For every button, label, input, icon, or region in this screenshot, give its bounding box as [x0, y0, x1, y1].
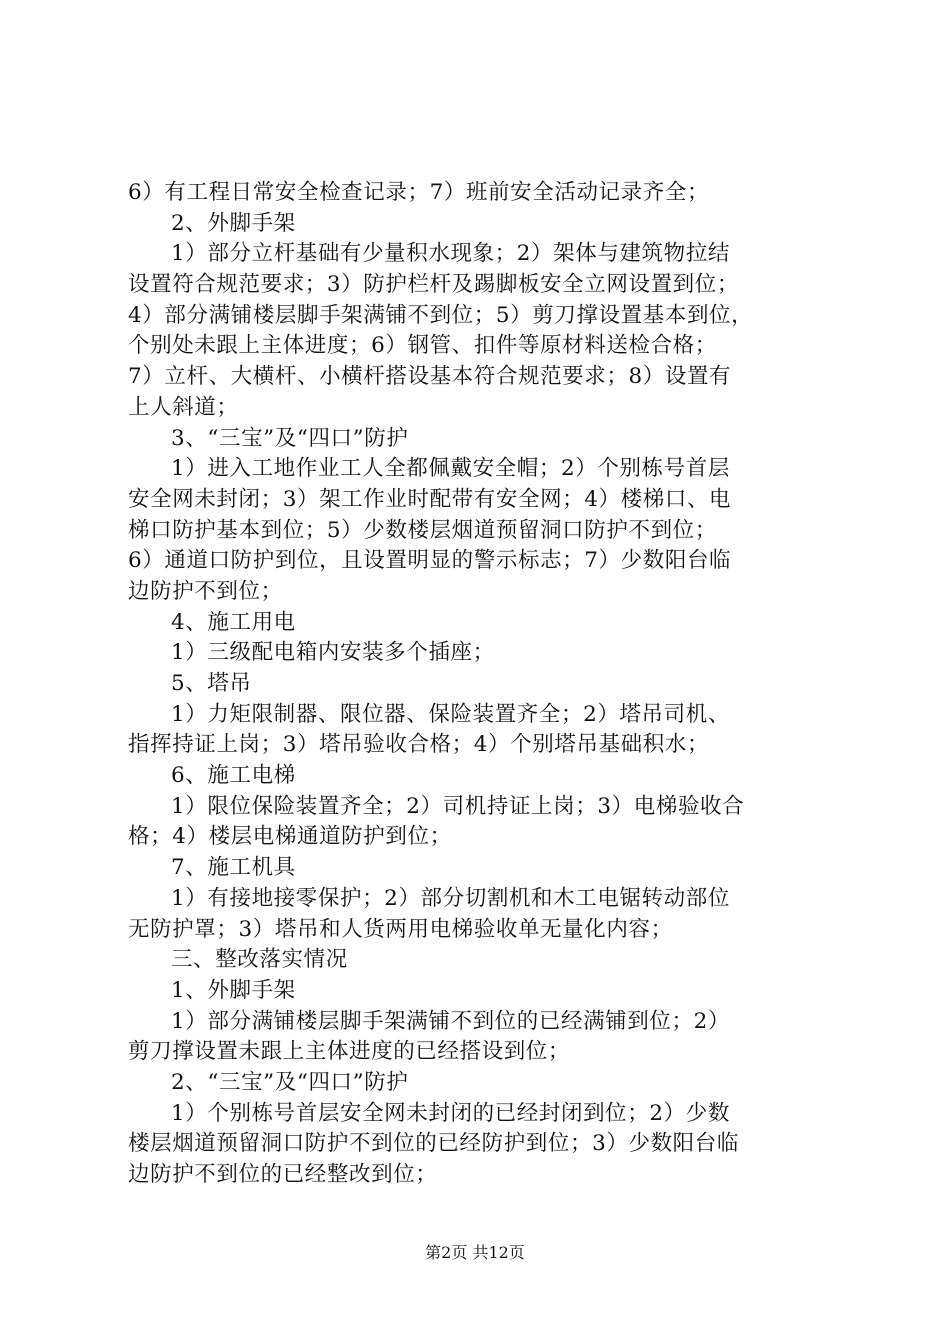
page-footer: 第2页 共12页 — [425, 1243, 525, 1262]
text-line: 个别处未跟上主体进度；6）钢管、扣件等原材料送检合格； — [128, 333, 717, 359]
text-line: 3、“三宝”及“四口”防护 — [171, 425, 409, 451]
text-line: 1）进入工地作业工人全都佩戴安全帽；2）个别栋号首层 — [171, 456, 730, 482]
text-line: 设置符合规范要求；3）防护栏杆及踢脚板安全立网设置到位； — [128, 272, 739, 298]
text-line: 指挥持证上岗；3）塔吊验收合格；4）个别塔吊基础积水； — [128, 732, 710, 758]
text-line: 6）通道口防护到位，且设置明显的警示标志；7）少数阳台临 — [128, 548, 732, 574]
text-line: 1）限位保险装置齐全；2）司机持证上岗；3）电梯验收合 — [171, 793, 745, 819]
text-line: 1）三级配电箱内安装多个插座； — [171, 640, 495, 666]
text-line: 边防护不到位； — [128, 578, 283, 604]
text-line: 无防护罩；3）塔吊和人货两用电梯验收单无量化内容； — [128, 916, 673, 942]
text-line: 2、“三宝”及“四口”防护 — [171, 1069, 409, 1095]
text-line: 1、外脚手架 — [171, 977, 296, 1003]
text-line: 6、施工电梯 — [171, 763, 296, 789]
text-line: 格；4）楼层电梯通道防护到位； — [128, 824, 452, 850]
text-line: 上人斜道； — [128, 394, 239, 420]
text-line: 安全网未封闭；3）架工作业时配带有安全网；4）楼梯口、电 — [128, 486, 732, 512]
text-line: 剪刀撑设置未跟上主体进度的已经搭设到位； — [128, 1039, 571, 1065]
text-line: 7）立杆、大横杆、小横杆搭设基本符合规范要求；8）设置有 — [128, 364, 732, 390]
text-line: 4、施工用电 — [171, 609, 296, 635]
text-line: 三、整改落实情况 — [171, 947, 348, 973]
text-line: 6）有工程日常安全检查记录；7）班前安全活动记录齐全； — [128, 180, 710, 205]
text-line: 5、塔吊 — [171, 671, 252, 696]
text-line: 楼层烟道预留洞口防护不到位的已经防护到位；3）少数阳台临 — [128, 1131, 739, 1157]
text-line: 1）个别栋号首层安全网未封闭的已经封闭到位；2）少数 — [171, 1100, 730, 1126]
text-line: 1）力矩限制器、限位器、保险装置齐全；2）塔吊司机、 — [171, 701, 730, 727]
document-body — [128, 178, 838, 1191]
text-line: 边防护不到位的已经整改到位； — [128, 1162, 438, 1187]
text-line: 7、施工机具 — [171, 855, 296, 881]
text-line: 1）部分满铺楼层脚手架满铺不到位的已经满铺到位；2） — [171, 1008, 730, 1034]
text-line: 2、外脚手架 — [171, 210, 296, 236]
text-line: 1）有接地接零保护；2）部分切割机和木工电锯转动部位 — [171, 885, 730, 911]
text-line: 4）部分满铺楼层脚手架满铺不到位；5）剪刀撑设置基本到位， — [128, 302, 754, 328]
text-line: 1）部分立杆基础有少量积水现象；2）架体与建筑物拉结 — [171, 241, 730, 267]
text-line: 梯口防护基本到位；5）少数楼层烟道预留洞口防护不到位； — [128, 517, 717, 543]
